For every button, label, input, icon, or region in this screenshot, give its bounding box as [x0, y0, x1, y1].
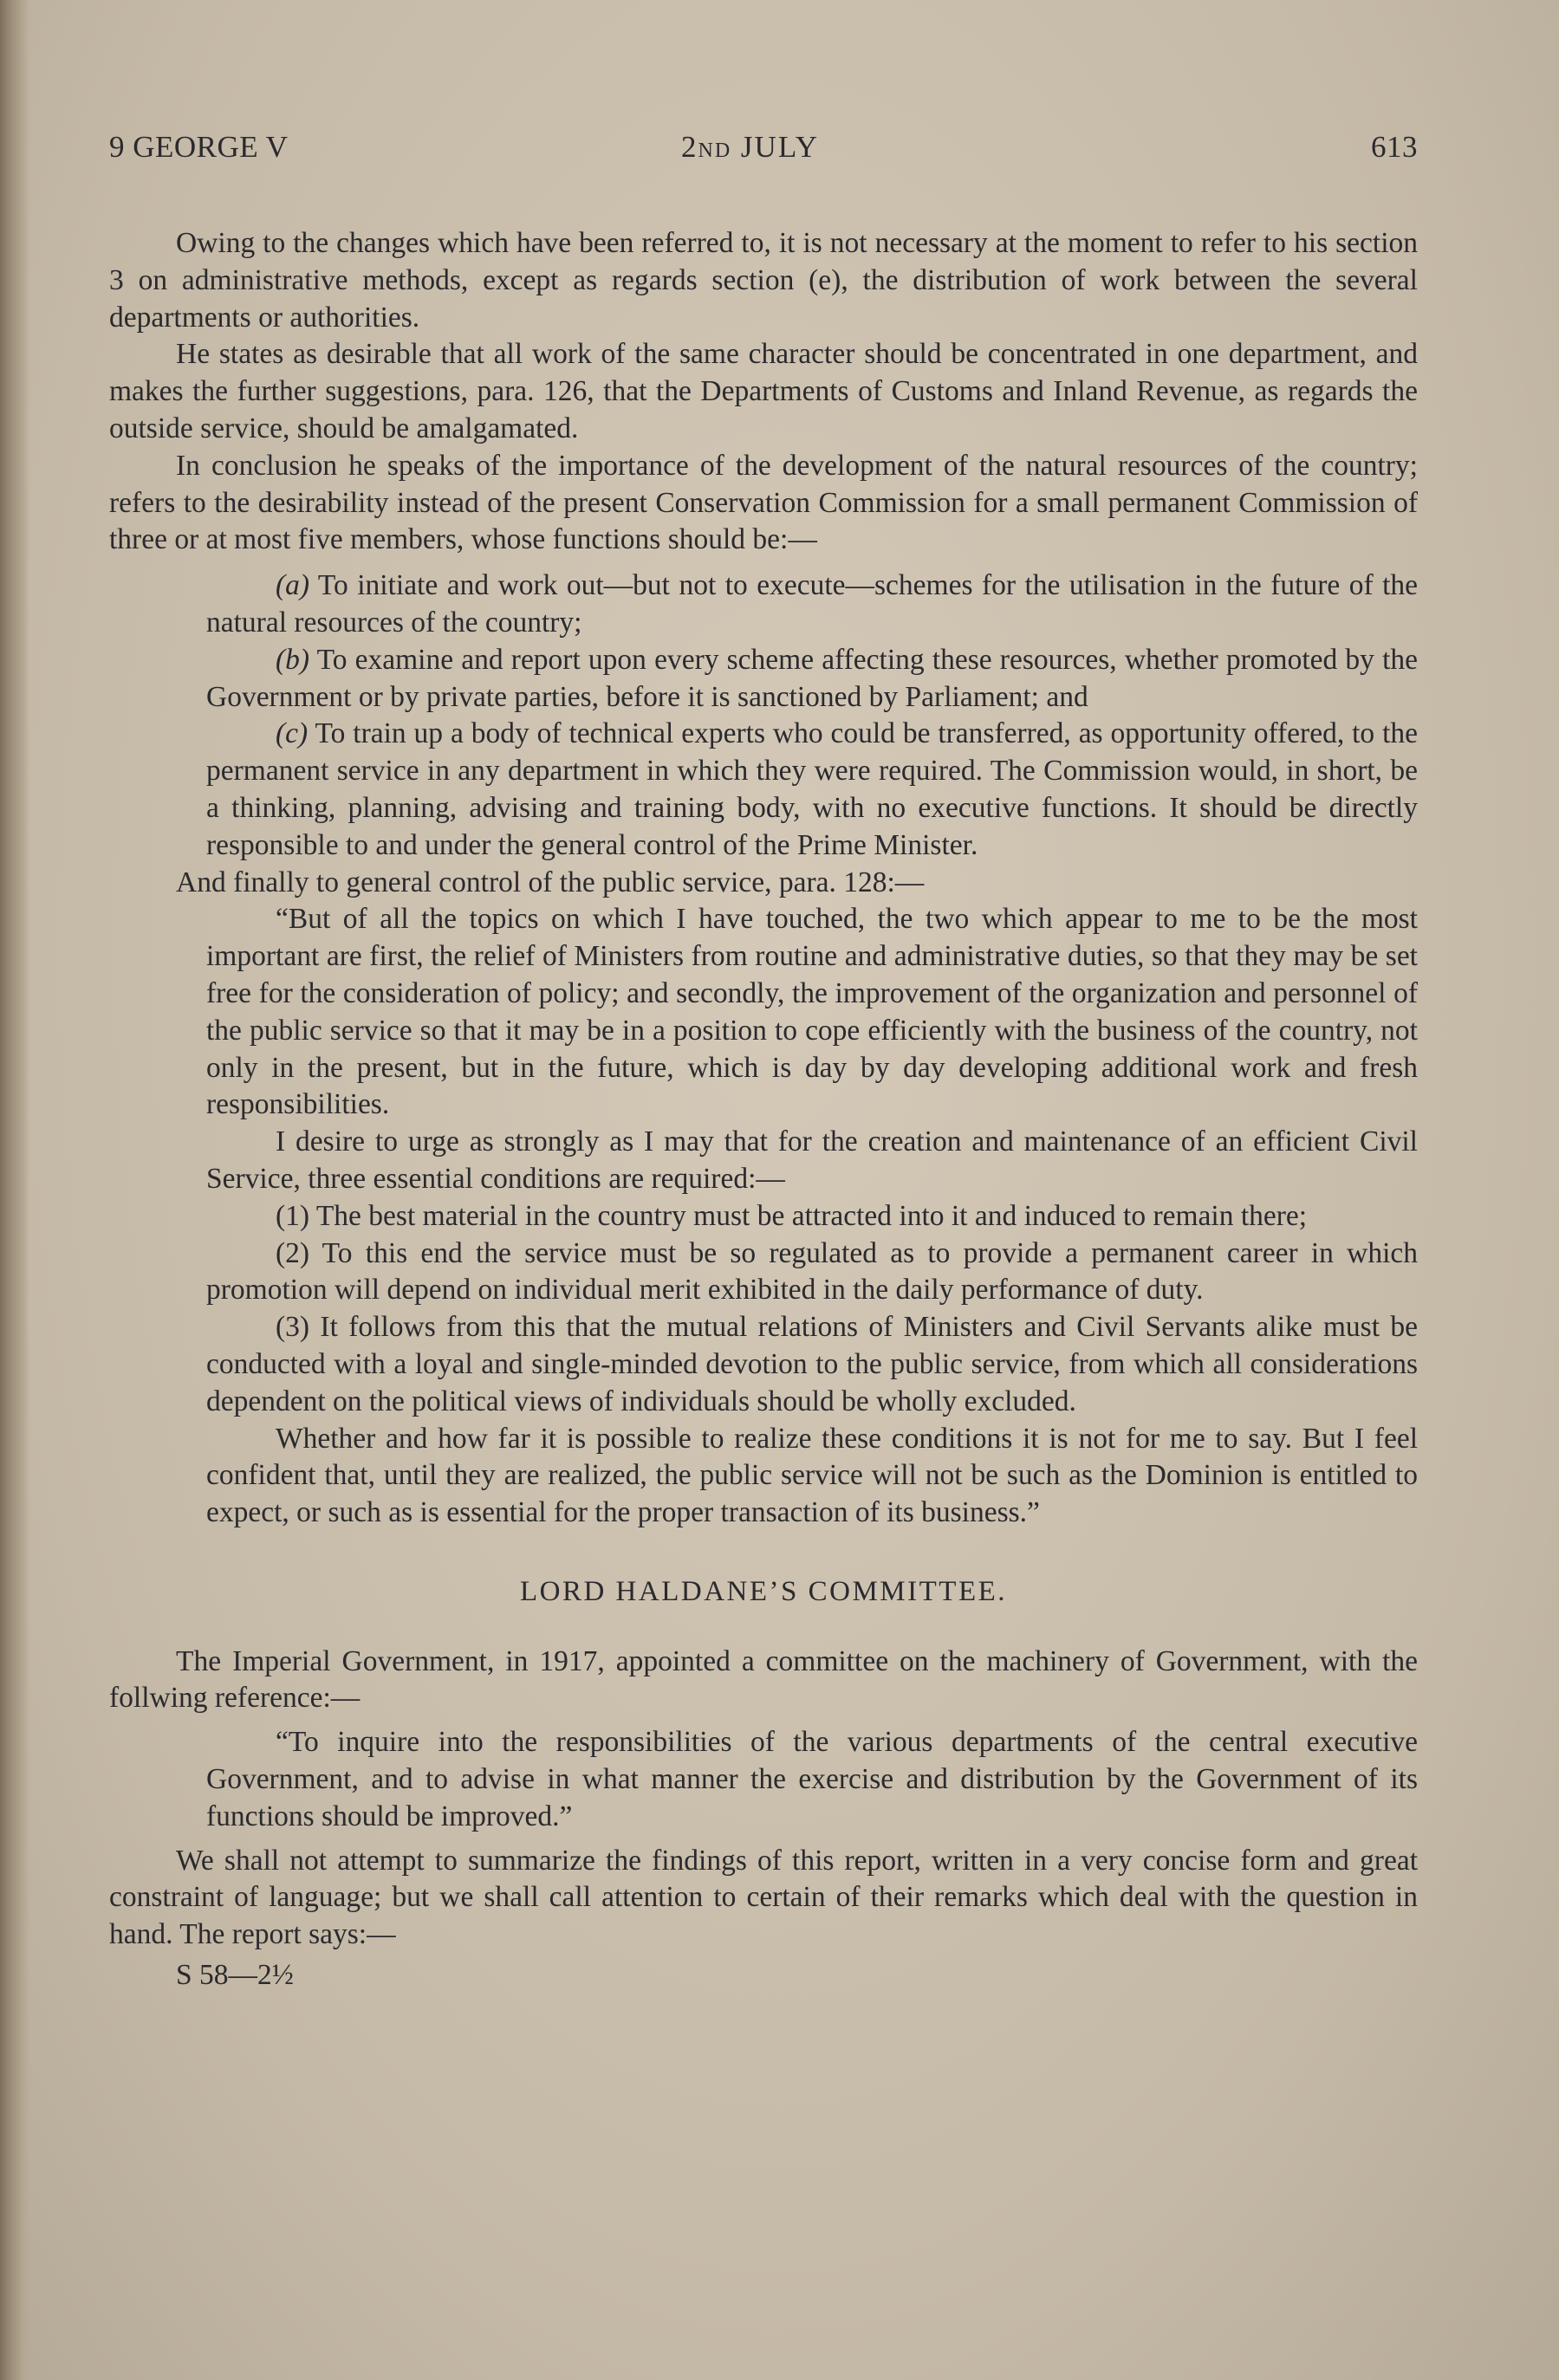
- quote-paragraph: “But of all the topics on which I have touched, the two which appear to me to be the most important are first, the relief of Ministers from routine and administrative duties, so that they may be set free for the consideration of policy; and secondly, the improvement of the organization and personnel of the public service so that it may be in a position to cope efficiently with the business of the country, not only in the present, but in the future, which is day by day developing additional work and fresh responsibilities.: [206, 903, 1418, 1121]
- list-item-c: (c) To train up a body of technical experts who could be transferred, as opportunity offered, to the permanent service in any department in which they were required. The Commission would, in short, be a thinking, planning, advising and training body, with no executive functions. It should be directly responsible to and under the general control of the Prime Minister.: [206, 717, 1418, 861]
- header-regnal-year: 9 GEORGE V: [109, 130, 289, 164]
- quote-paragraph: I desire to urge as strongly as I may that for the creation and maintenance of an efficient Civil Service, three essential conditions are required:—: [206, 1125, 1418, 1195]
- section-heading: LORD HALDANE’S COMMITTEE.: [519, 1575, 1008, 1607]
- list-item-b: (b) To examine and report upon every scheme affecting these resources, whether promoted by the Government or by private parties, before it is sanctioned by Parliament; and: [206, 643, 1418, 713]
- quote-list-item: (2) To this end the service must be so regulated as to provide a permanent career in which promotion will depend on individual merit exhibited in the daily performance of duty.: [206, 1236, 1418, 1307]
- paragraph: In conclusion he speaks of the importance of the development of the natural resources of the country; refers to the desirability instead of the present Conservation Commission for a small permanent Commission of three or at most five members, whose functions should be:—: [109, 449, 1418, 556]
- paragraph: And finally to general control of the public service, para. 128:—: [176, 866, 925, 898]
- quote-paragraph: “To inquire into the responsibilities of the various departments of the central executive Government, and to advise in what manner the exercise and distribution by the Government of its functions should be improved.”: [206, 1726, 1418, 1832]
- running-header: [109, 130, 1418, 168]
- page-number: 613: [1371, 130, 1418, 164]
- paragraph: The Imperial Government, in 1917, appointed a committee on the machinery of Government, with the follwing reference:—: [109, 1644, 1418, 1715]
- header-date: 2ND JULY: [681, 130, 819, 164]
- paragraph: He states as desirable that all work of the same character should be concentrated in one department, and makes the further suggestions, para. 126, that the Departments of Customs and Inland Revenue, as regards the outside service, should be amalgamated.: [109, 338, 1418, 444]
- paragraph: Owing to the changes which have been referred to, it is not necessary at the moment to refer to his section 3 on administrative methods, except as regards section (e), the distribution of work between the several departments or authorities.: [109, 227, 1418, 334]
- paragraph: We shall not attempt to summarize the findings of this report, written in a very concise form and great constraint of language; but we shall call attention to certain of their remarks which deal with the question in hand. The report says:—: [109, 1844, 1418, 1951]
- body-text: [109, 225, 1418, 1994]
- quote-list-item: (1) The best material in the country must be attracted into it and induced to remain there;: [276, 1199, 1308, 1232]
- quote-paragraph: Whether and how far it is possible to realize these conditions it is not for me to say. But I feel confident that, until they are realized, the public service will not be such as the Dominion is entitled to expect, or such as is essential for the proper transaction of its business.”: [206, 1422, 1418, 1529]
- binding-spine: [0, 0, 29, 2380]
- printer-signature: S 58—2½: [176, 1959, 294, 1992]
- list-item-a: (a) To initiate and work out—but not to execute—schemes for the utilisation in the future of the natural resources of the country;: [206, 569, 1418, 639]
- quote-list-item: (3) It follows from this that the mutual relations of Ministers and Civil Servants alike must be conducted with a loyal and single-minded devotion to the public service, from which all considerations dependent on the political views of individuals should be wholly excluded.: [206, 1311, 1418, 1417]
